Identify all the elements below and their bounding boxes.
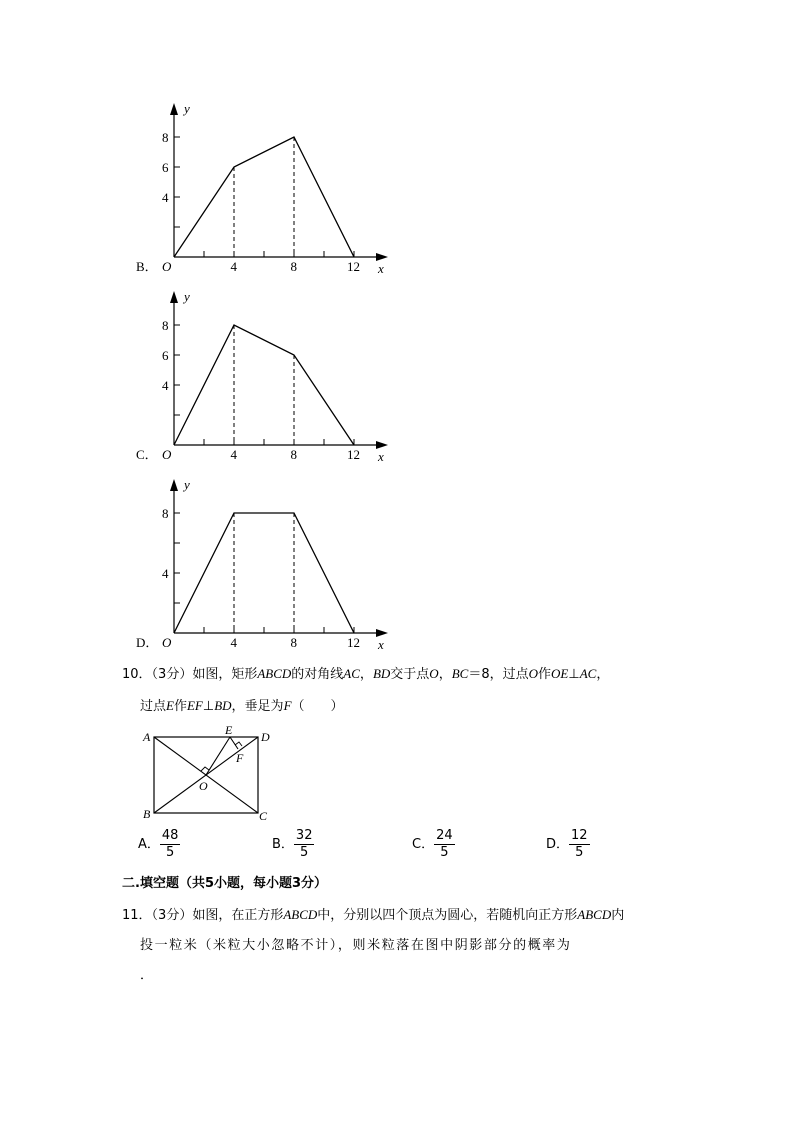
y-tick-label: 4	[162, 378, 169, 393]
label-o: O	[199, 779, 208, 793]
x-tick-label: 4	[230, 447, 237, 462]
y-axis-label: y	[184, 477, 190, 492]
label-a: A	[143, 730, 151, 744]
question-10-line1: 10．（3分）如图，矩形ABCD的对角线AC，BD交于点O，BC＝8，过点O作OE⊥AC，	[122, 666, 610, 682]
y-tick-label: 6	[162, 160, 169, 175]
graph-c	[130, 283, 400, 463]
y-tick-label: 8	[162, 130, 169, 145]
y-axis-label: y	[184, 101, 190, 116]
label-b: B	[143, 807, 151, 821]
x-tick-label: 4	[230, 259, 237, 274]
x-axis-label: x	[378, 449, 384, 463]
y-axis-arrow	[170, 291, 178, 303]
right-angle-o	[201, 767, 209, 771]
option-a[interactable]: A． $\frac{48}{5}$	[138, 828, 179, 860]
graph-b	[130, 95, 400, 275]
origin-label: O	[162, 259, 172, 274]
option-d[interactable]: D． $\frac{12}{5}$	[546, 828, 588, 860]
x-tick-label: 8	[290, 259, 297, 274]
y-axis-arrow	[170, 479, 178, 491]
question-11-line2: 投一粒米（米粒大小忽略不计），则米粒落在图中阴影部分的概率为	[140, 938, 572, 953]
origin-label: O	[162, 447, 172, 462]
option-letter: D．	[136, 635, 159, 650]
x-tick-label: 8	[290, 635, 297, 650]
x-axis-label: x	[378, 261, 384, 275]
x-tick-label: 4	[230, 635, 237, 650]
y-tick-label: 8	[162, 506, 169, 521]
label-c: C	[259, 809, 268, 823]
graph-line	[174, 325, 354, 445]
option-letter: C．	[136, 447, 158, 462]
rectangle-figure	[135, 722, 285, 827]
label-e: E	[225, 723, 233, 737]
origin-label: O	[162, 635, 172, 650]
question-10-line2: 过点E作EF⊥BD，垂足为F（ ）	[140, 698, 344, 714]
label-f: F	[236, 751, 244, 765]
x-tick-label: 12	[347, 259, 360, 274]
y-tick-label: 8	[162, 318, 169, 333]
x-tick-label: 12	[347, 447, 360, 462]
option-letter: B．	[136, 259, 158, 274]
segment-ef	[230, 737, 238, 749]
option-b[interactable]: B． $\frac{32}{5}$	[272, 828, 313, 860]
graph-line	[174, 513, 354, 633]
y-axis-arrow	[170, 103, 178, 115]
question-11-line3: ．	[140, 968, 154, 983]
graph-d	[130, 471, 400, 651]
x-axis-arrow	[376, 441, 388, 449]
x-axis-arrow	[376, 629, 388, 637]
x-axis-label: x	[378, 637, 384, 651]
x-axis-arrow	[376, 253, 388, 261]
graph-line	[174, 137, 354, 257]
question-11-line1: 11．（3分）如图，在正方形ABCD中，分别以四个顶点为圆心，若随机向正方形ABCD内	[122, 907, 625, 923]
segment-oe	[206, 737, 230, 775]
y-axis-label: y	[184, 289, 190, 304]
option-c[interactable]: C． $\frac{24}{5}$	[412, 828, 453, 860]
section-title: 二.填空题（共5小题，每小题3分）	[122, 876, 328, 891]
x-tick-label: 12	[347, 635, 360, 650]
y-tick-label: 6	[162, 348, 169, 363]
label-d: D	[261, 730, 270, 744]
y-tick-label: 4	[162, 566, 169, 581]
y-tick-label: 4	[162, 190, 169, 205]
x-tick-label: 8	[290, 447, 297, 462]
